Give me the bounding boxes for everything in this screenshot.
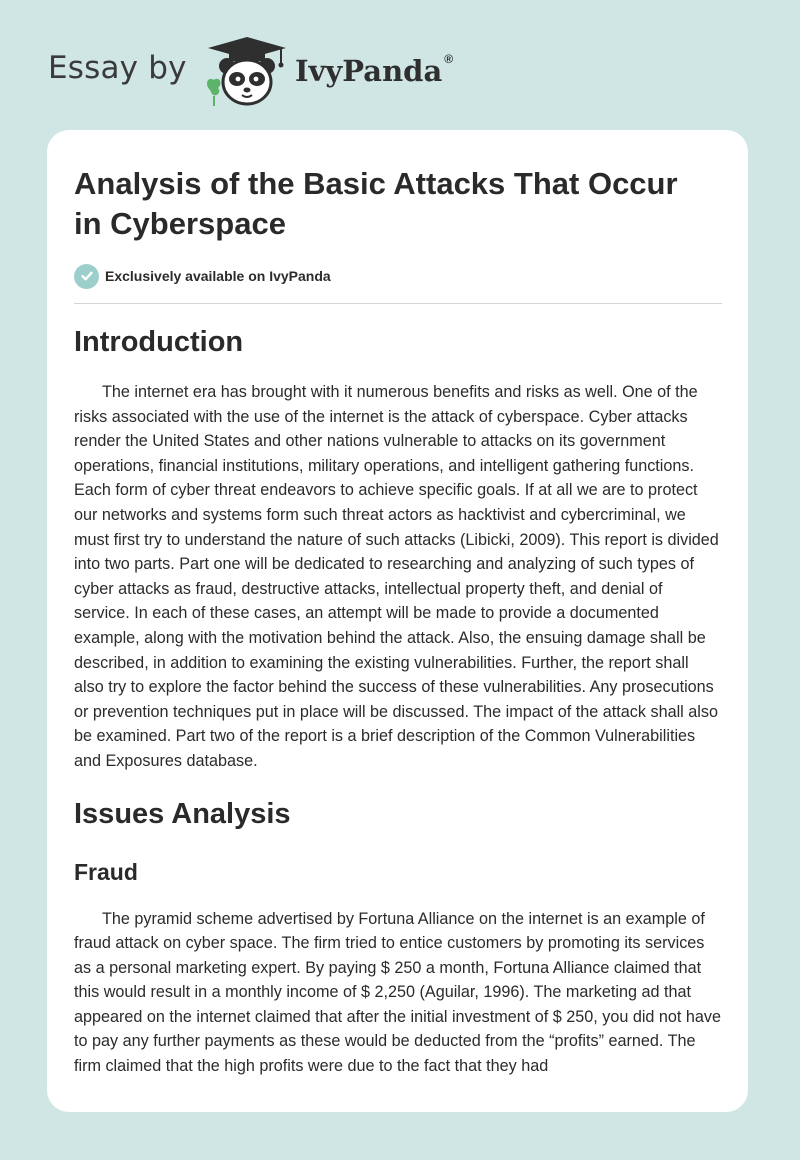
fraud-paragraph: The pyramid scheme advertised by Fortuna Alliance on the internet is an example of fraud attack on cyber space. The firm tried to entice customers by promoting its services as a personal marketing expert. By paying $ 250 a month, Fortuna Alliance claimed that this would result in a monthly income of $ 2,250 (Aguilar, 1996). The marketing ad that appeared on the internet claimed that after the initial investment of $ 250, you did not have to pay any further payments as these would be deducted from the “profits” earned. The firm claimed that the high profits were due to the fact that they had xyxy=(74,909,722,1076)
check-circle-icon xyxy=(74,264,99,289)
introduction-heading: Introduction xyxy=(74,326,244,358)
panda-graduate-logo[interactable] xyxy=(202,36,292,108)
page-title: Analysis of the Basic Attacks That Occur in Cyberspace xyxy=(74,166,678,241)
essay-card xyxy=(47,130,748,1112)
exclusive-badge-text: Exclusively available on IvyPanda xyxy=(105,268,331,284)
essay-body xyxy=(74,322,722,1079)
exclusive-badge xyxy=(74,263,331,289)
divider xyxy=(74,303,722,304)
issues-analysis-heading: Issues Analysis xyxy=(74,797,291,830)
site-header xyxy=(48,36,508,108)
introduction-paragraph: The internet era has brought with it numerous benefits and risks as well. One of the risks associated with the use of the internet is the attack of cyberspace. Cyber attacks render the United States and other nations vulnerable to attacks on its government operations, financial institutions, military operations, and intelligent gathering functions. Each form of cyber threat endeavors to achieve specific goals. If at all we are to protect our networks and systems form such threat actors as hacktivist and cybercriminal, we must first try to understand the nature of such attacks (Libicki, 2009). This report is divided into two parts. Part one will be dedicated to researching and analyzing of such types of cyber attacks as fraud, destructive attacks, intellectual property theft, and denial of service. In each of these cases, an attempt will be made to provide a documented example, along with the motivation behind the attack. Also, the ensuing damage shall be described, in addition to examining the existing vulnerabilities. Further, the report shall also try to explore the factor behind the success of these vulnerabilities. Any prosecutions or prevention techniques put in place will be discussed. The impact of the attack shall also be examined. Part two of the report is a brief description of the Common Vulnerabilities and Exposures database. xyxy=(74,383,719,770)
essay-by-label: Essay by xyxy=(48,50,187,86)
brand-name[interactable]: IvyPanda ® xyxy=(295,52,454,88)
fraud-heading: Fraud xyxy=(74,858,138,885)
